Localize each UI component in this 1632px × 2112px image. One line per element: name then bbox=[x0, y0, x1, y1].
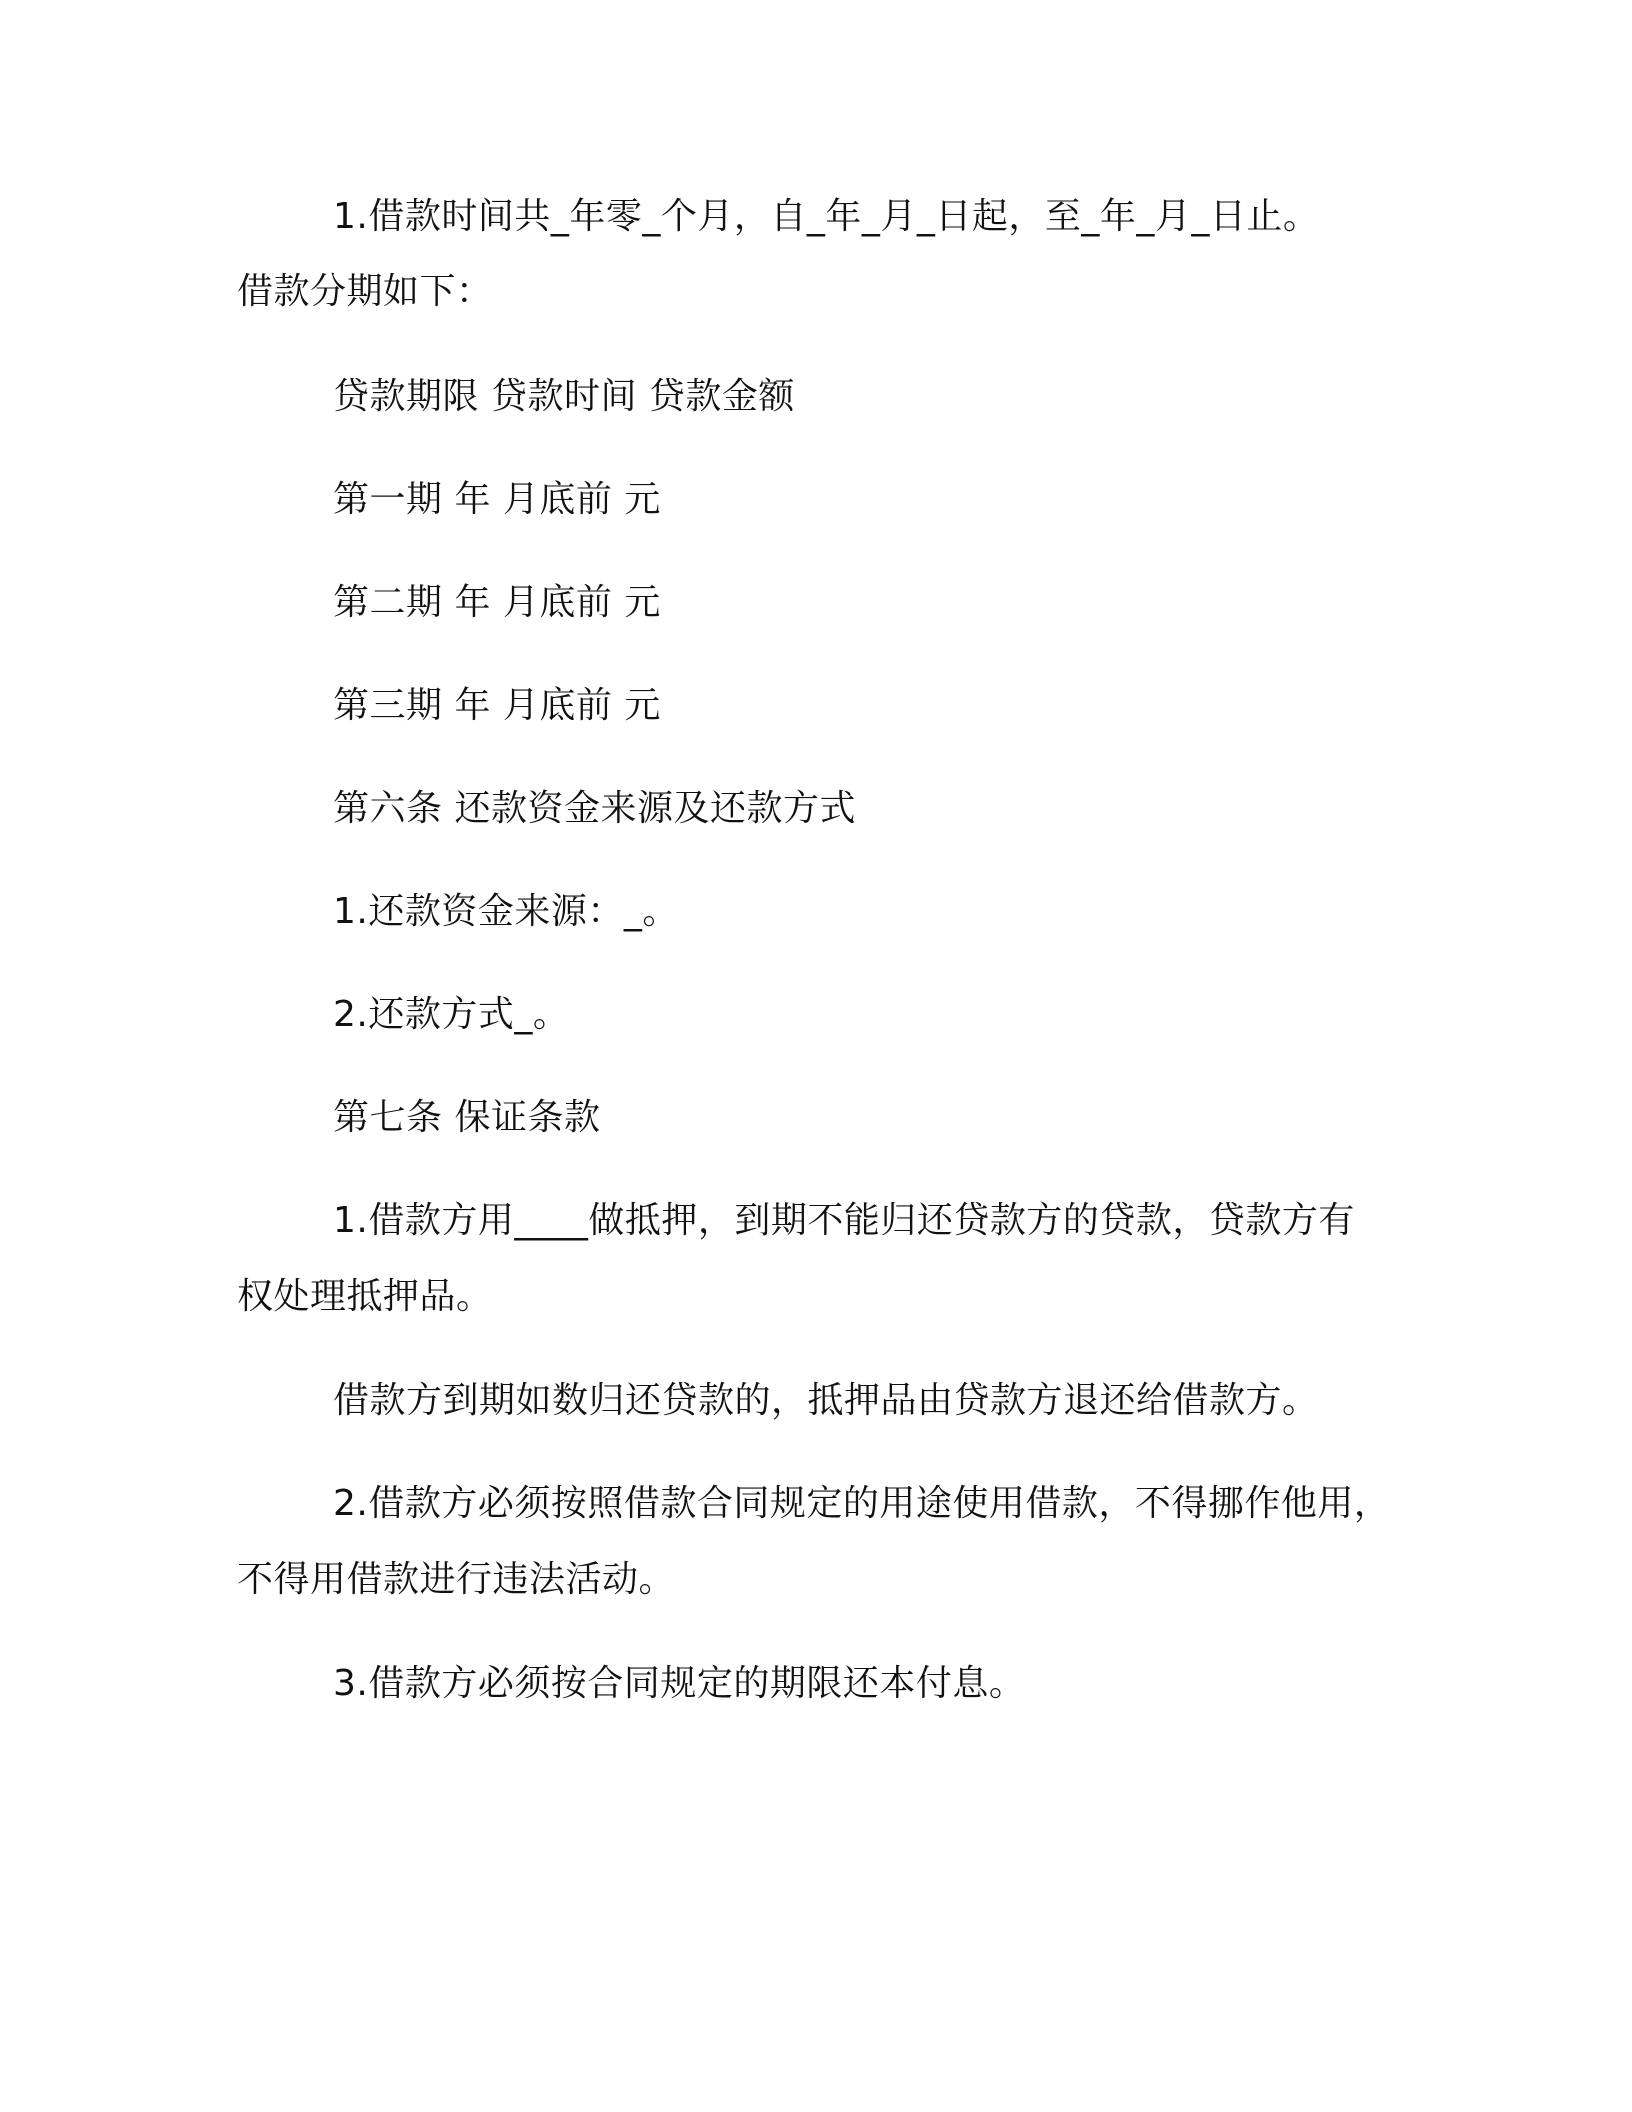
installment-row-2: 第二期 年 月底前 元 bbox=[333, 582, 661, 623]
loan-usage-clause-line-2: 不得用借款进行违法活动。 bbox=[237, 1559, 676, 1600]
repayment-deadline-clause: 3.借款方必须按合同规定的期限还本付息。 bbox=[333, 1663, 1026, 1704]
collateral-clause-line-1: 1.借款方用____做抵押，到期不能归还贷款方的贷款，贷款方有 bbox=[333, 1200, 1355, 1241]
article-6-heading: 第六条 还款资金来源及还款方式 bbox=[333, 788, 856, 829]
repayment-source-clause: 1.还款资金来源：_。 bbox=[333, 891, 679, 932]
installment-row-3: 第三期 年 月底前 元 bbox=[333, 685, 661, 726]
article-7-heading: 第七条 保证条款 bbox=[333, 1097, 601, 1138]
loan-term-clause: 1.借款时间共_年零_个月，自_年_月_日起，至_年_月_日止。 bbox=[333, 196, 1320, 237]
repayment-method-clause: 2.还款方式_。 bbox=[333, 994, 570, 1035]
collateral-return-clause: 借款方到期如数归还贷款的，抵押品由贷款方退还给借款方。 bbox=[333, 1380, 1319, 1421]
installment-intro: 借款分期如下： bbox=[237, 271, 493, 312]
installment-header: 贷款期限 贷款时间 贷款金额 bbox=[333, 376, 795, 417]
loan-usage-clause-line-1: 2.借款方必须按照借款合同规定的用途使用借款，不得挪作他用， bbox=[333, 1483, 1391, 1524]
collateral-clause-line-2: 权处理抵押品。 bbox=[237, 1276, 493, 1317]
installment-row-1: 第一期 年 月底前 元 bbox=[333, 479, 661, 520]
